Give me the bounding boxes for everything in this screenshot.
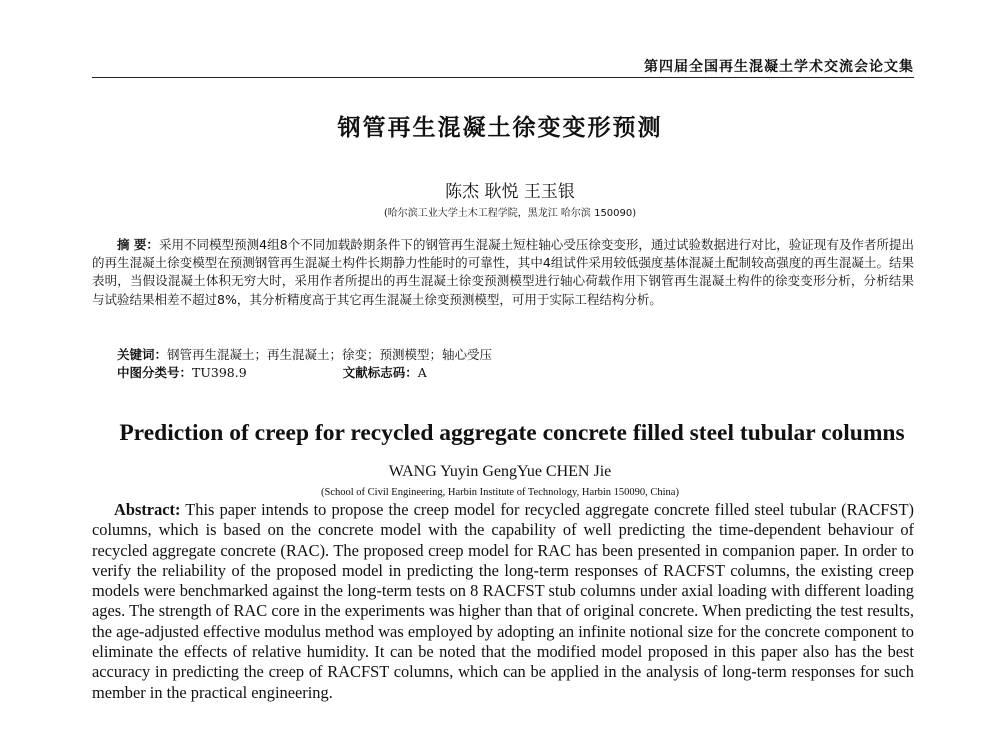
chinese-keywords [117, 346, 914, 364]
chinese-affiliation: (哈尔滨工业大学土木工程学院，黑龙江 哈尔滨 150090) [383, 208, 637, 219]
doc-code: A [417, 365, 427, 380]
running-header: 第四届全国再生混凝土学术交流会论文集 [644, 59, 914, 75]
class-label: 中图分类号： [117, 365, 193, 380]
keywords-text: 钢管再生混凝土；再生混凝土；徐变；预测模型；轴心受压 [167, 347, 493, 362]
chinese-title: 钢管再生混凝土徐变变形预测 [337, 115, 663, 141]
class-code: TU398.9 [192, 365, 247, 380]
chinese-abstract [92, 236, 914, 309]
chinese-abstract-text: 采用不同模型预测4组8个不同加载龄期条件下的钢管再生混凝土短柱轴心受压徐变变形，通过试验数据进行对比，验证现有及作者所提出的再生混凝土徐变模型在预测钢管再生混凝土构件长期静力性能时的可靠性，其中4组试件采用较低强度基体混凝土配制较高强度的再生混凝土。结果表明，当假设混凝土体积无穷大时，采用作者所提出的再生混凝土徐变预测模型进行轴心荷载作用下钢管再生混凝土构件的徐变变形分析，分析结果与试验结果相差不超过8%，其分析精度高于其它再生混凝土徐变预测模型，可用于实际工程结构分析。 [92, 237, 914, 307]
english-abstract-text: This paper intends to propose the creep model for recycled aggregate concrete filled steel tubular (RACFST) columns, which is based on the concrete model with the capability of well predicting the time-dependent behaviour of recycled aggregate concrete (RAC). The proposed creep model for RAC has been presented in companion paper. In order to verify the reliability of the proposed model in predicting the long-term responses of RACFST columns, the existing creep models were benchmarked against the long-term tests on 8 RACFST stub columns under axial loading with different loading ages. The strength of RAC core in the experiments was higher than that of original concrete. When predicting the test results, the age-adjusted effective modulus method was employed by adopting an infinite notional size for the concrete component to eliminate the effects of relative humidity. It can be noted that the modified model proposed in this paper also has the best accuracy in predicting the creep of RACFST columns, which can be applied in the analysis of long-term responses for such member in the practical engineering. [92, 500, 914, 702]
classification-line [117, 364, 914, 382]
chinese-abstract-label: 摘 要： [117, 237, 159, 252]
english-abstract-label: Abstract: [114, 500, 181, 519]
english-authors: WANG Yuyin GengYue CHEN Jie [388, 463, 612, 480]
keywords-label: 关键词： [117, 347, 168, 362]
english-affiliation: (School of Civil Engineering, Harbin Institute of Technology, Harbin 150090, China) [321, 487, 679, 498]
chinese-authors: 陈杰 耿悦 王玉银 [445, 182, 575, 202]
english-abstract [92, 500, 914, 703]
header-rule [92, 77, 914, 78]
doc-code-label: 文献标志码： [342, 365, 418, 380]
english-title: Prediction of creep for recycled aggregate concrete filled steel tubular columns [119, 420, 905, 446]
